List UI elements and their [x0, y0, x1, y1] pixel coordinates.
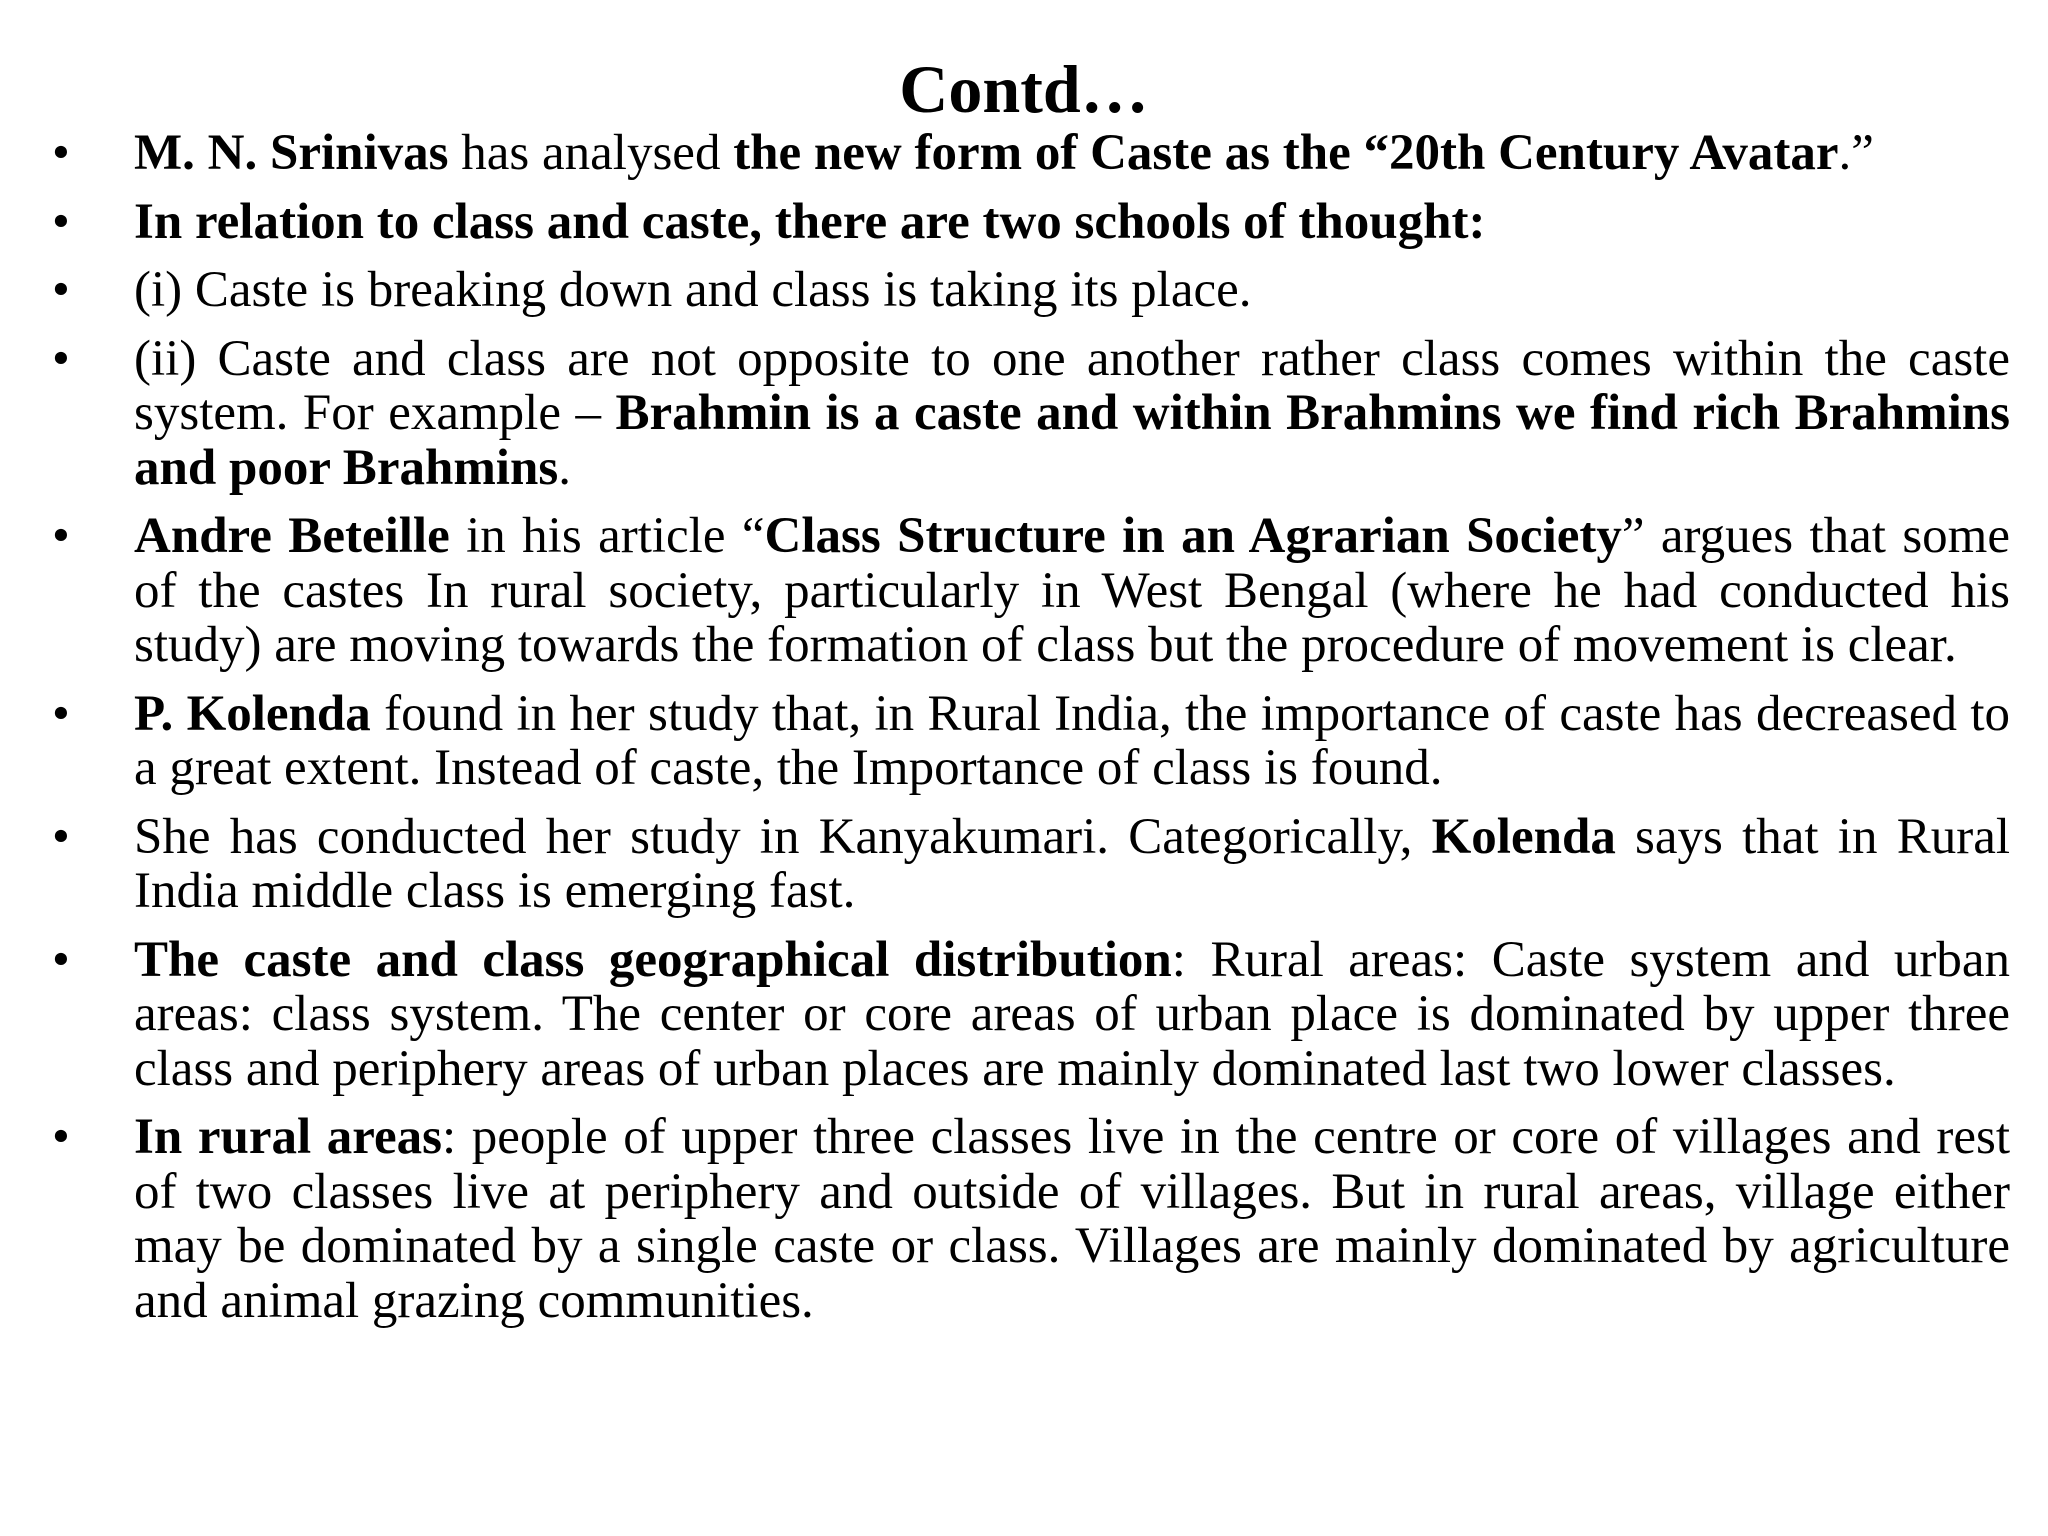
bullet-dot-icon: •	[52, 193, 70, 250]
bullet-text: : people of upper three classes live in the centre or core of villages and rest of two classes live at periphery and outside of villages. But in rural areas, village either may be dominated by a single caste or class. Villages are mainly dominated by agriculture and animal grazing communities.	[134, 1109, 2010, 1329]
bullet-item	[52, 126, 2010, 181]
bullet-dot-icon: •	[52, 808, 70, 865]
bullet-item	[52, 332, 2010, 496]
bullet-text-bold: the new form of Caste as the “20th Century Avatar	[733, 125, 1839, 181]
bullet-item	[52, 933, 2010, 1097]
bullet-text-bold: In rural areas	[134, 1109, 442, 1165]
bullet-list	[52, 126, 2010, 1342]
bullet-text: (ii) Caste and class are not opposite to one another rather class comes within the caste system. For example –	[134, 330, 2010, 441]
bullet-text: found in her study that, in Rural India, the importance of caste has decreased to a great extent. Instead of caste, the Importance of class is found.	[134, 685, 2010, 796]
bullet-text: has analysed	[448, 125, 734, 181]
bullet-text: in his article “	[449, 508, 765, 564]
bullet-text-bold: Brahmin is a caste and within Brahmins we find rich Brahmins and poor Brahmins	[134, 385, 2010, 496]
bullet-text: : Rural areas: Caste system and urban areas: class system. The center or core areas of urban place is dominated by upper three class and periphery areas of urban places are mainly dominated last two lower classes.	[134, 931, 2010, 1097]
bullet-dot-icon: •	[52, 262, 70, 318]
bullet-item	[52, 509, 2010, 673]
bullet-text-bold: Kolenda	[1431, 808, 1616, 865]
bullet-dot-icon: •	[52, 931, 70, 988]
bullet-item	[52, 687, 2010, 796]
bullet-text: .	[558, 439, 571, 496]
bullet-text: She has conducted her study in Kanyakumari. Categorically,	[134, 808, 1432, 865]
bullet-text: says that in Rural India middle class is emerging fast.	[134, 808, 2010, 919]
bullet-item	[52, 263, 2010, 318]
bullet-dot-icon: •	[52, 1109, 70, 1165]
bullet-item	[52, 810, 2010, 919]
bullet-text: .”	[1838, 125, 1874, 181]
bullet-dot-icon: •	[52, 125, 70, 181]
bullet-item	[52, 1110, 2010, 1328]
bullet-text-bold: The caste and class geographical distribution	[134, 931, 1172, 988]
bullet-text-bold: Class Structure in an Agrarian Society	[764, 508, 1622, 564]
slide-title: Contd…	[899, 51, 1149, 127]
bullet-text: (i) Caste is breaking down and class is taking its place.	[134, 262, 1252, 318]
bullet-dot-icon: •	[52, 685, 70, 742]
bullet-text-bold: Andre Beteille	[134, 508, 450, 564]
bullet-dot-icon: •	[52, 330, 70, 387]
bullet-text-bold: P. Kolenda	[134, 685, 371, 742]
bullet-text-bold: M. N. Srinivas	[134, 125, 449, 181]
bullet-text: ” argues that some of the castes In rural society, particularly in West Bengal (where he had conducted his study) are moving towards the formation of class but the procedure of movement is clear.	[134, 508, 2010, 673]
bullet-item	[52, 195, 2010, 250]
bullet-dot-icon: •	[52, 508, 70, 564]
bullet-text-bold: In relation to class and caste, there are two schools of thought:	[134, 193, 1486, 250]
